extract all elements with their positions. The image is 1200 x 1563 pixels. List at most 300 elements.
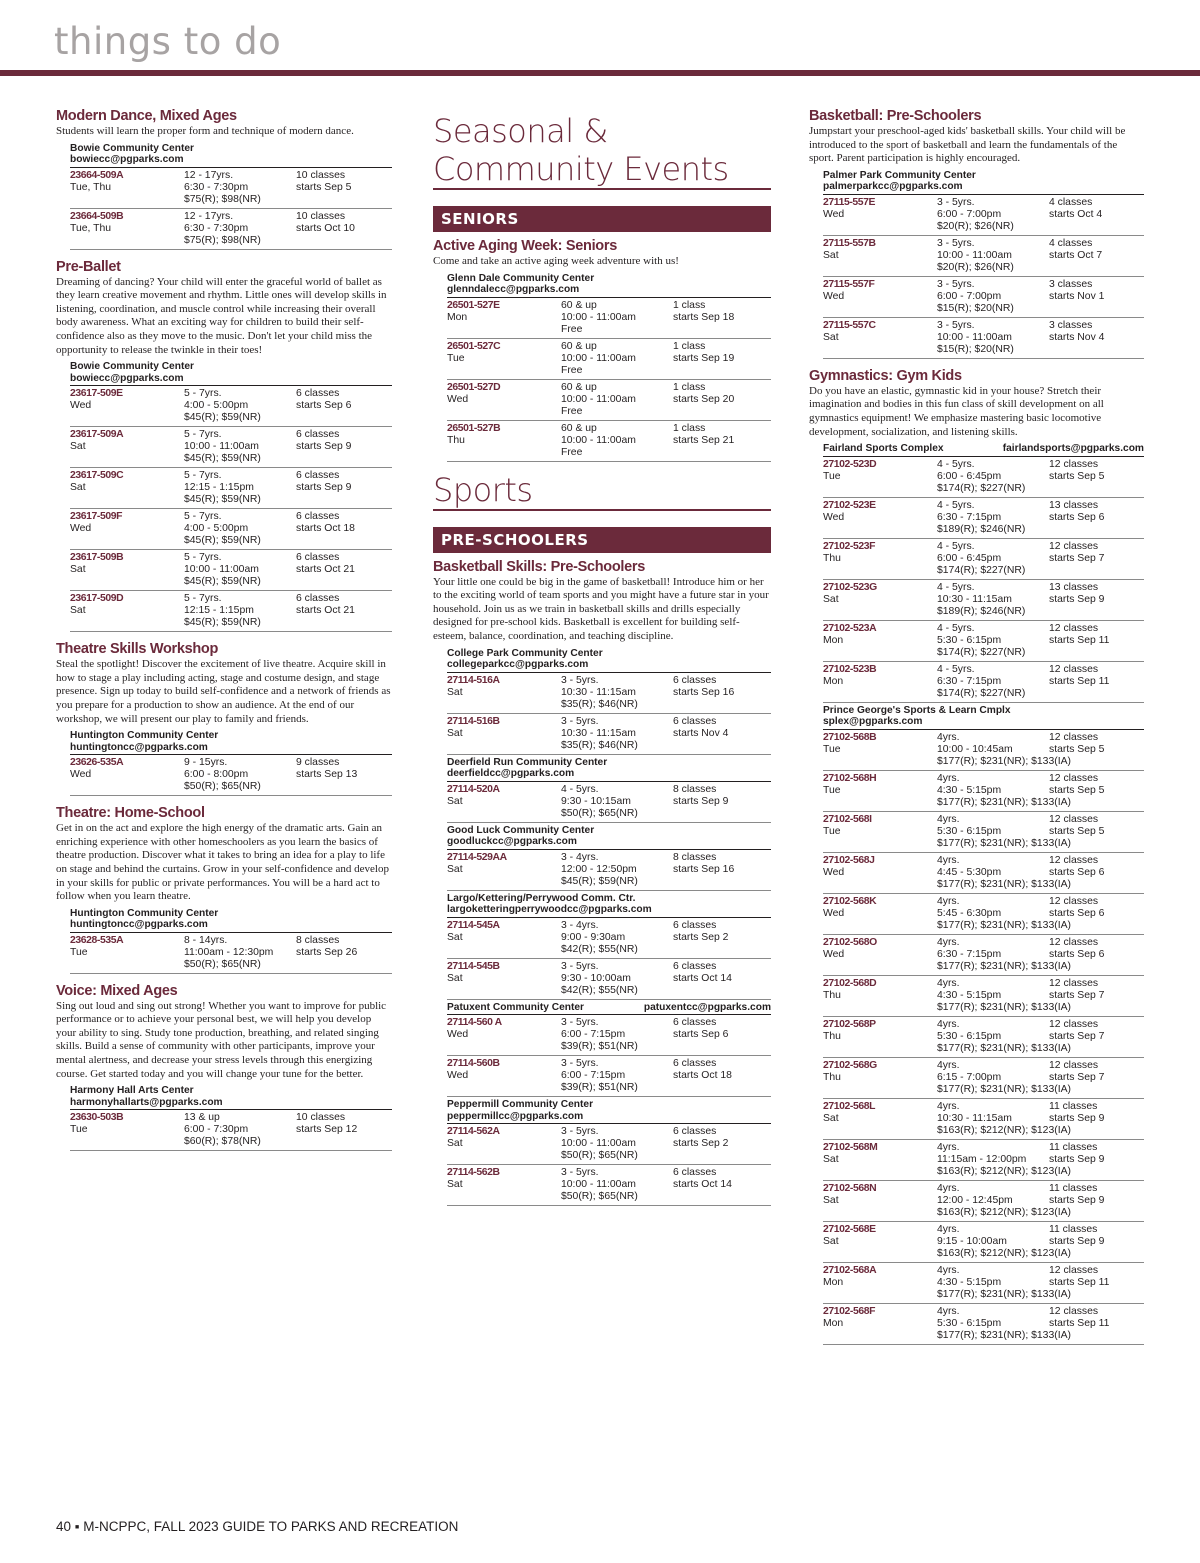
session-row xyxy=(823,1140,1144,1181)
session-ages: 3 - 5yrs. xyxy=(561,1017,599,1029)
session-start: starts Sep 19 xyxy=(673,352,735,364)
session-row xyxy=(447,850,771,891)
location-name: Huntington Community Center xyxy=(70,730,219,742)
location-email: deerfieldcc@pgparks.com xyxy=(447,768,575,780)
course-code: 27102-523E xyxy=(823,499,876,511)
session-row xyxy=(823,277,1144,318)
session-classes: 6 classes xyxy=(296,593,340,605)
location-header xyxy=(823,703,1144,730)
session-start: starts Sep 5 xyxy=(1049,743,1105,755)
session-spacer xyxy=(70,576,184,588)
session-start: starts Sep 6 xyxy=(1049,866,1105,878)
session-classes: 6 classes xyxy=(673,1017,717,1029)
course-code: 27114-545B xyxy=(447,960,500,972)
session-row xyxy=(823,894,1144,935)
session-classes: 6 classes xyxy=(673,919,717,931)
session-time: 4:45 - 5:30pm xyxy=(937,866,1002,878)
session-classes: 12 classes xyxy=(1049,1018,1099,1030)
course-description: Jumpstart your preschool-aged kids' basketball skills. Your child will be introduced to the sport of basketball and learn the fundamentals of the sport. Parent participation is highly encouraged. xyxy=(809,125,1126,165)
session-fee: $163(R); $212(NR); $123(IA) xyxy=(937,1165,1071,1177)
session-start: starts Oct 21 xyxy=(296,564,355,576)
session-row xyxy=(70,386,392,427)
session-spacer xyxy=(823,1330,937,1342)
session-time: 10:00 - 11:00am xyxy=(184,441,259,453)
session-classes: 10 classes xyxy=(296,1112,346,1124)
course-description: Your little one could be big in the game of basketball! Introduce him or her to the exciting world of team sports and you might have a future star in your household. Join us as we train in basketball skills and drills especially designed for pre-school kids. Basketball is excellent for building self-esteem, balance, coordination, and teaching discipline. xyxy=(433,575,769,642)
session-spacer xyxy=(70,535,184,547)
session-row xyxy=(70,168,392,209)
session-spacer xyxy=(823,1002,937,1014)
page-header xyxy=(0,0,1200,78)
session-days: Sat xyxy=(447,1179,463,1191)
session-spacer xyxy=(823,1207,937,1219)
session-time: 12:15 - 1:15pm xyxy=(184,605,254,617)
session-time: 10:00 - 11:00am xyxy=(184,564,259,576)
session-start: starts Sep 11 xyxy=(1049,1317,1110,1329)
session-fee: $177(R); $231(NR); $133(IA) xyxy=(937,1083,1071,1095)
column-2 xyxy=(433,108,771,1215)
location-header xyxy=(70,141,392,168)
section-heading-line: Seasonal & xyxy=(433,112,608,150)
location-name: Deerfield Run Community Center xyxy=(447,756,608,768)
session-start: starts Oct 14 xyxy=(673,972,732,984)
course-code: 27115-557F xyxy=(823,278,875,290)
session-row xyxy=(447,959,771,1000)
session-spacer xyxy=(823,647,937,659)
session-ages: 12 - 17yrs. xyxy=(184,210,234,222)
session-fee: $177(R); $231(NR); $133(IA) xyxy=(937,960,1071,972)
location-header xyxy=(70,359,392,386)
session-classes: 6 classes xyxy=(673,1167,717,1179)
session-row xyxy=(447,918,771,959)
session-row xyxy=(70,509,392,550)
session-row xyxy=(823,580,1144,621)
session-start: starts Sep 5 xyxy=(1049,784,1105,796)
course-listing xyxy=(809,108,1144,359)
location-name: Harmony Hall Arts Center xyxy=(70,1085,194,1097)
session-start: starts Sep 7 xyxy=(1049,1071,1105,1083)
session-classes: 12 classes xyxy=(1049,936,1099,948)
category-band: PRE-SCHOOLERS xyxy=(433,527,771,553)
session-classes: 6 classes xyxy=(673,715,717,727)
session-classes: 6 classes xyxy=(296,388,340,400)
course-listing xyxy=(56,108,392,250)
session-ages: 3 - 5yrs. xyxy=(561,1126,599,1138)
session-ages: 4yrs. xyxy=(937,936,960,948)
session-ages: 5 - 7yrs. xyxy=(184,388,222,400)
session-days: Sat xyxy=(447,727,463,739)
session-time: 6:30 - 7:15pm xyxy=(937,948,1002,960)
session-days: Wed xyxy=(823,511,845,523)
session-classes: 1 class xyxy=(673,340,706,352)
session-start: starts Sep 2 xyxy=(673,931,729,943)
session-ages: 5 - 7yrs. xyxy=(184,429,222,441)
location-email: splex@pgparks.com xyxy=(823,716,923,728)
course-title: Voice: Mixed Ages xyxy=(56,982,178,999)
session-time: 6:00 - 7:15pm xyxy=(561,1029,626,1041)
session-classes: 11 classes xyxy=(1049,1182,1098,1194)
session-fee: $45(R); $59(NR) xyxy=(561,875,638,887)
location-name: Patuxent Community Center xyxy=(447,1001,584,1013)
location-name: Bowie Community Center xyxy=(70,142,194,154)
session-classes: 1 class xyxy=(673,381,706,393)
session-row xyxy=(70,468,392,509)
column-1 xyxy=(56,108,392,1160)
session-ages: 3 - 5yrs. xyxy=(561,715,599,727)
session-classes: 9 classes xyxy=(296,757,340,769)
location-email: peppermillcc@pgparks.com xyxy=(447,1110,584,1122)
session-days: Wed xyxy=(823,948,845,960)
session-ages: 8 - 14yrs. xyxy=(184,934,228,946)
course-code: 27102-568B xyxy=(823,731,877,743)
session-days: Sat xyxy=(823,249,839,261)
session-ages: 13 & up xyxy=(184,1112,220,1124)
location-header xyxy=(447,823,771,850)
session-fee: $174(R); $227(NR) xyxy=(937,687,1026,699)
session-row xyxy=(823,621,1144,662)
session-spacer xyxy=(70,959,184,971)
session-ages: 3 - 4yrs. xyxy=(561,851,599,863)
session-days: Wed xyxy=(70,400,92,412)
session-time: 10:00 - 11:00am xyxy=(561,434,636,446)
course-description: Sing out loud and sing out strong! Whether you want to improve for public performance or to achieve your personal best, we will help you develop your ability to sing. Study tone production, breathing, and related singing skills. Build a sense of community with other participants, improve your mental alertness, and decrease your stress levels through this energizing course. Get started today and you will change your tune for the better. xyxy=(56,999,387,1080)
session-ages: 3 - 5yrs. xyxy=(937,237,975,249)
course-listing xyxy=(56,983,392,1152)
session-fee: Free xyxy=(561,405,583,417)
course-code: 27114-560B xyxy=(447,1058,500,1070)
session-fee: $189(R); $246(NR) xyxy=(937,605,1026,617)
session-time: 9:30 - 10:15am xyxy=(561,795,631,807)
section-heading-line: Community Events xyxy=(433,150,729,188)
session-start: starts Sep 21 xyxy=(673,434,735,446)
session-spacer xyxy=(823,483,937,495)
session-days: Tue xyxy=(823,743,841,755)
session-ages: 3 - 5yrs. xyxy=(561,960,599,972)
location-email: bowiecc@pgparks.com xyxy=(70,154,184,166)
session-spacer xyxy=(823,344,937,356)
session-days: Thu xyxy=(823,1030,841,1042)
session-classes: 12 classes xyxy=(1049,540,1099,552)
session-row xyxy=(70,1110,392,1151)
course-description: Come and take an active aging week adventure with us! xyxy=(433,255,679,267)
course-code: 27114-562B xyxy=(447,1167,500,1179)
session-spacer xyxy=(70,194,184,206)
session-time: 6:00 - 7:15pm xyxy=(561,1070,626,1082)
session-ages: 4 - 5yrs. xyxy=(937,499,975,511)
session-ages: 12 - 17yrs. xyxy=(184,169,234,181)
course-description: Do you have an elastic, gymnastic kid in your house? Stretch their imagination and bodies in this fun class of skill development on all gymnastics equipment! We emphasize mastering basic locomotive development, socialization, and listening skills. xyxy=(809,384,1104,438)
course-description: Students will learn the proper form and technique of modern dance. xyxy=(56,125,354,137)
session-start: starts Oct 4 xyxy=(1049,208,1103,220)
location-name: Bowie Community Center xyxy=(70,361,194,373)
session-row xyxy=(447,714,771,755)
session-ages: 4yrs. xyxy=(937,1100,960,1112)
session-start: starts Sep 6 xyxy=(1049,511,1105,523)
session-fee: $174(R); $227(NR) xyxy=(937,564,1026,576)
location-email: goodluckcc@pgparks.com xyxy=(447,836,577,848)
session-spacer xyxy=(70,494,184,506)
session-classes: 10 classes xyxy=(296,169,346,181)
session-ages: 4yrs. xyxy=(937,1141,960,1153)
session-start: starts Sep 6 xyxy=(296,400,352,412)
course-title: Gymnastics: Gym Kids xyxy=(809,367,962,384)
session-classes: 6 classes xyxy=(673,1058,717,1070)
session-days: Sat xyxy=(447,795,463,807)
session-row xyxy=(823,236,1144,277)
session-spacer xyxy=(447,365,561,377)
session-row xyxy=(70,209,392,250)
session-start: starts Sep 11 xyxy=(1049,675,1110,687)
location-email: glenndalecc@pgparks.com xyxy=(447,284,580,296)
session-fee: $45(R); $59(NR) xyxy=(184,576,261,588)
session-start: starts Oct 18 xyxy=(673,1070,732,1082)
course-title: Theatre Skills Workshop xyxy=(56,641,219,658)
session-fee: $177(R); $231(NR); $133(IA) xyxy=(937,1288,1071,1300)
session-row xyxy=(447,1165,771,1206)
course-code: 23664-509B xyxy=(70,210,124,222)
course-title: Basketball: Pre-Schoolers xyxy=(809,108,982,124)
session-start: starts Sep 9 xyxy=(1049,1153,1105,1165)
session-spacer xyxy=(447,1150,561,1162)
session-fee: $45(R); $59(NR) xyxy=(184,453,261,465)
session-start: starts Sep 7 xyxy=(1049,1030,1105,1042)
session-days: Sat xyxy=(447,686,463,698)
session-time: 12:15 - 1:15pm xyxy=(184,482,254,494)
location-name: Peppermill Community Center xyxy=(447,1099,594,1111)
session-ages: 4yrs. xyxy=(937,1264,960,1276)
session-spacer xyxy=(70,781,184,793)
location-header xyxy=(447,1000,771,1016)
session-fee: $35(R); $46(NR) xyxy=(561,739,638,751)
session-ages: 4yrs. xyxy=(937,772,960,784)
session-start: starts Sep 5 xyxy=(1049,470,1105,482)
session-row xyxy=(823,853,1144,894)
section-heading-line: Sports xyxy=(433,470,533,509)
location-name: Glenn Dale Community Center xyxy=(447,272,595,284)
course-code: 27102-523F xyxy=(823,540,876,552)
session-days: Tue xyxy=(70,1124,88,1136)
session-spacer xyxy=(447,1191,561,1203)
session-fee: $35(R); $46(NR) xyxy=(561,698,638,710)
session-fee: $177(R); $231(NR); $133(IA) xyxy=(937,1042,1071,1054)
session-days: Thu xyxy=(823,1071,841,1083)
session-ages: 4yrs. xyxy=(937,1059,960,1071)
session-time: 4:30 - 5:15pm xyxy=(937,784,1002,796)
session-time: 10:00 - 11:00am xyxy=(937,249,1012,261)
location-name: College Park Community Center xyxy=(447,647,603,659)
session-fee: $177(R); $231(NR); $133(IA) xyxy=(937,919,1071,931)
session-start: starts Sep 9 xyxy=(1049,1194,1105,1206)
course-code: 27102-568L xyxy=(823,1100,876,1112)
session-fee: $174(R); $227(NR) xyxy=(937,646,1026,658)
location-email: huntingtoncc@pgparks.com xyxy=(70,919,208,931)
location-header xyxy=(70,1083,392,1110)
course-code: 23628-535A xyxy=(70,934,124,946)
session-spacer xyxy=(70,1136,184,1148)
session-classes: 6 classes xyxy=(296,470,340,482)
session-row xyxy=(823,771,1144,812)
session-classes: 11 classes xyxy=(1049,1100,1098,1112)
session-time: 4:00 - 5:00pm xyxy=(184,400,249,412)
session-classes: 12 classes xyxy=(1049,458,1099,470)
session-spacer xyxy=(823,879,937,891)
course-listing xyxy=(56,641,392,796)
session-row xyxy=(823,935,1144,976)
session-row xyxy=(823,539,1144,580)
session-ages: 3 - 5yrs. xyxy=(937,196,975,208)
session-start: starts Sep 26 xyxy=(296,946,358,958)
category-band: SENIORS xyxy=(433,206,771,232)
session-time: 5:30 - 6:15pm xyxy=(937,825,1002,837)
course-code: 27114-545A xyxy=(447,919,500,931)
session-start: starts Oct 7 xyxy=(1049,249,1103,261)
session-classes: 1 class xyxy=(673,299,706,311)
session-fee: $39(R); $51(NR) xyxy=(561,1041,638,1053)
session-fee: $174(R); $227(NR) xyxy=(937,482,1026,494)
session-start: starts Sep 7 xyxy=(1049,989,1105,1001)
session-time: 6:00 - 6:45pm xyxy=(937,552,1002,564)
session-fee: $20(R); $26(NR) xyxy=(937,220,1014,232)
session-days: Sat xyxy=(823,593,839,605)
session-time: 12:00 - 12:50pm xyxy=(561,863,637,875)
location-name: Good Luck Community Center xyxy=(447,824,595,836)
session-fee: $45(R); $59(NR) xyxy=(184,412,261,424)
session-time: 10:00 - 11:00am xyxy=(561,1138,636,1150)
location-header xyxy=(70,906,392,933)
session-classes: 6 classes xyxy=(673,674,717,686)
course-code: 27102-523D xyxy=(823,458,877,470)
session-spacer xyxy=(823,1084,937,1096)
session-row xyxy=(823,457,1144,498)
session-time: 11:00am - 12:30pm xyxy=(184,946,274,958)
session-ages: 4yrs. xyxy=(937,731,960,743)
session-ages: 60 & up xyxy=(561,422,597,434)
location-header xyxy=(70,728,392,755)
session-start: starts Sep 6 xyxy=(1049,907,1105,919)
session-spacer xyxy=(823,838,937,850)
course-code: 27102-523A xyxy=(823,622,877,634)
session-days: Sat xyxy=(70,605,86,617)
session-start: starts Sep 9 xyxy=(296,482,352,494)
session-fee: $20(R); $26(NR) xyxy=(937,261,1014,273)
column-3 xyxy=(809,108,1144,1354)
session-row xyxy=(70,933,392,974)
session-ages: 4yrs. xyxy=(937,1305,960,1317)
location-email: harmonyhallarts@pgparks.com xyxy=(70,1096,223,1108)
session-time: 6:30 - 7:30pm xyxy=(184,181,249,193)
course-code: 26501-527C xyxy=(447,340,501,352)
session-ages: 4yrs. xyxy=(937,1182,960,1194)
session-classes: 12 classes xyxy=(1049,1059,1099,1071)
session-spacer xyxy=(823,797,937,809)
session-row xyxy=(447,380,771,421)
course-code: 27102-523G xyxy=(823,581,877,593)
session-time: 9:15 - 10:00am xyxy=(937,1235,1007,1247)
session-row xyxy=(70,591,392,632)
session-spacer xyxy=(823,221,937,233)
session-time: 10:30 - 11:15am xyxy=(937,593,1012,605)
course-code: 23664-509A xyxy=(70,169,124,181)
session-start: starts Sep 20 xyxy=(673,393,735,405)
session-row xyxy=(823,1304,1144,1345)
session-start: starts Sep 7 xyxy=(1049,552,1105,564)
session-spacer xyxy=(823,606,937,618)
session-days: Wed xyxy=(70,769,92,781)
session-spacer xyxy=(823,1248,937,1260)
session-days: Wed xyxy=(447,1029,469,1041)
session-days: Wed xyxy=(823,866,845,878)
session-spacer xyxy=(823,524,937,536)
session-time: 6:00 - 7:00pm xyxy=(937,208,1002,220)
course-code: 23617-509F xyxy=(70,511,123,523)
session-ages: 4 - 5yrs. xyxy=(561,783,599,795)
session-classes: 3 classes xyxy=(1049,319,1093,331)
session-days: Mon xyxy=(823,675,844,687)
session-fee: $75(R); $98(NR) xyxy=(184,193,261,205)
location-email: bowiecc@pgparks.com xyxy=(70,372,184,384)
session-spacer xyxy=(447,699,561,711)
course-listing xyxy=(433,559,771,1206)
session-time: 6:00 - 7:00pm xyxy=(937,290,1002,302)
course-code: 27102-568M xyxy=(823,1141,878,1153)
session-fee: $177(R); $231(NR); $133(IA) xyxy=(937,796,1071,808)
session-start: starts Sep 5 xyxy=(1049,825,1105,837)
session-start: starts Oct 10 xyxy=(296,222,355,234)
session-classes: 12 classes xyxy=(1049,1305,1099,1317)
session-ages: 3 - 5yrs. xyxy=(561,674,599,686)
session-time: 6:30 - 7:15pm xyxy=(937,511,1002,523)
session-time: 9:30 - 10:00am xyxy=(561,972,631,984)
session-row xyxy=(447,1124,771,1165)
course-listing xyxy=(56,805,392,974)
session-ages: 3 - 5yrs. xyxy=(937,278,975,290)
course-title: Basketball Skills: Pre-Schoolers xyxy=(433,558,646,575)
session-classes: 3 classes xyxy=(1049,278,1093,290)
session-ages: 5 - 7yrs. xyxy=(184,552,222,564)
session-fee: Free xyxy=(561,364,583,376)
session-classes: 12 classes xyxy=(1049,1264,1099,1276)
course-code: 23630-503B xyxy=(70,1112,124,1124)
section-heading xyxy=(433,471,771,511)
session-row xyxy=(823,1222,1144,1263)
session-start: starts Sep 12 xyxy=(296,1124,358,1136)
session-row xyxy=(70,427,392,468)
course-description: Dreaming of dancing? Your child will enter the graceful world of ballet as they learn creative movement and rhythm. Little ones will develop skills in listening, coordination, and muscle control while increasing their overall body awareness. What an exciting way for children to build their self-confidence also as they move to the music. Don't let your child miss the opportunity to release the twinkle in their toes! xyxy=(56,275,387,356)
course-code: 27102-568K xyxy=(823,895,877,907)
session-spacer xyxy=(70,235,184,247)
session-spacer xyxy=(447,324,561,336)
session-time: 10:00 - 11:00am xyxy=(561,393,636,405)
session-time: 10:00 - 11:00am xyxy=(561,352,636,364)
course-code: 26501-527B xyxy=(447,422,501,434)
session-days: Sat xyxy=(447,931,463,943)
session-start: starts Sep 11 xyxy=(1049,634,1110,646)
session-spacer xyxy=(447,1082,561,1094)
location-email: largoketteringperrywoodcc@pgparks.com xyxy=(447,904,652,916)
session-spacer xyxy=(823,1289,937,1301)
session-classes: 12 classes xyxy=(1049,622,1099,634)
session-row xyxy=(447,298,771,339)
session-ages: 4yrs. xyxy=(937,1018,960,1030)
page-footer: 40 ▪ M-NCPPC, FALL 2023 GUIDE TO PARKS AND RECREATION xyxy=(56,1519,459,1534)
session-fee: $50(R); $65(NR) xyxy=(184,958,261,970)
session-time: 5:30 - 6:15pm xyxy=(937,1317,1002,1329)
session-ages: 9 - 15yrs. xyxy=(184,757,228,769)
course-description: Get in on the act and explore the high energy of the dramatic arts. Gain an enriching experience with other homeschoolers as you learn the basics of theatre production. Discover what it takes to bring an idea for a play to life on stage and behind the curtains. Grow in your self-confidence and develop in your skills for public or private performances. You will be a hard act to follow when you learn theatre. xyxy=(56,822,389,903)
course-title: Active Aging Week: Seniors xyxy=(433,238,617,254)
session-row xyxy=(823,318,1144,359)
course-code: 27102-568E xyxy=(823,1223,876,1235)
